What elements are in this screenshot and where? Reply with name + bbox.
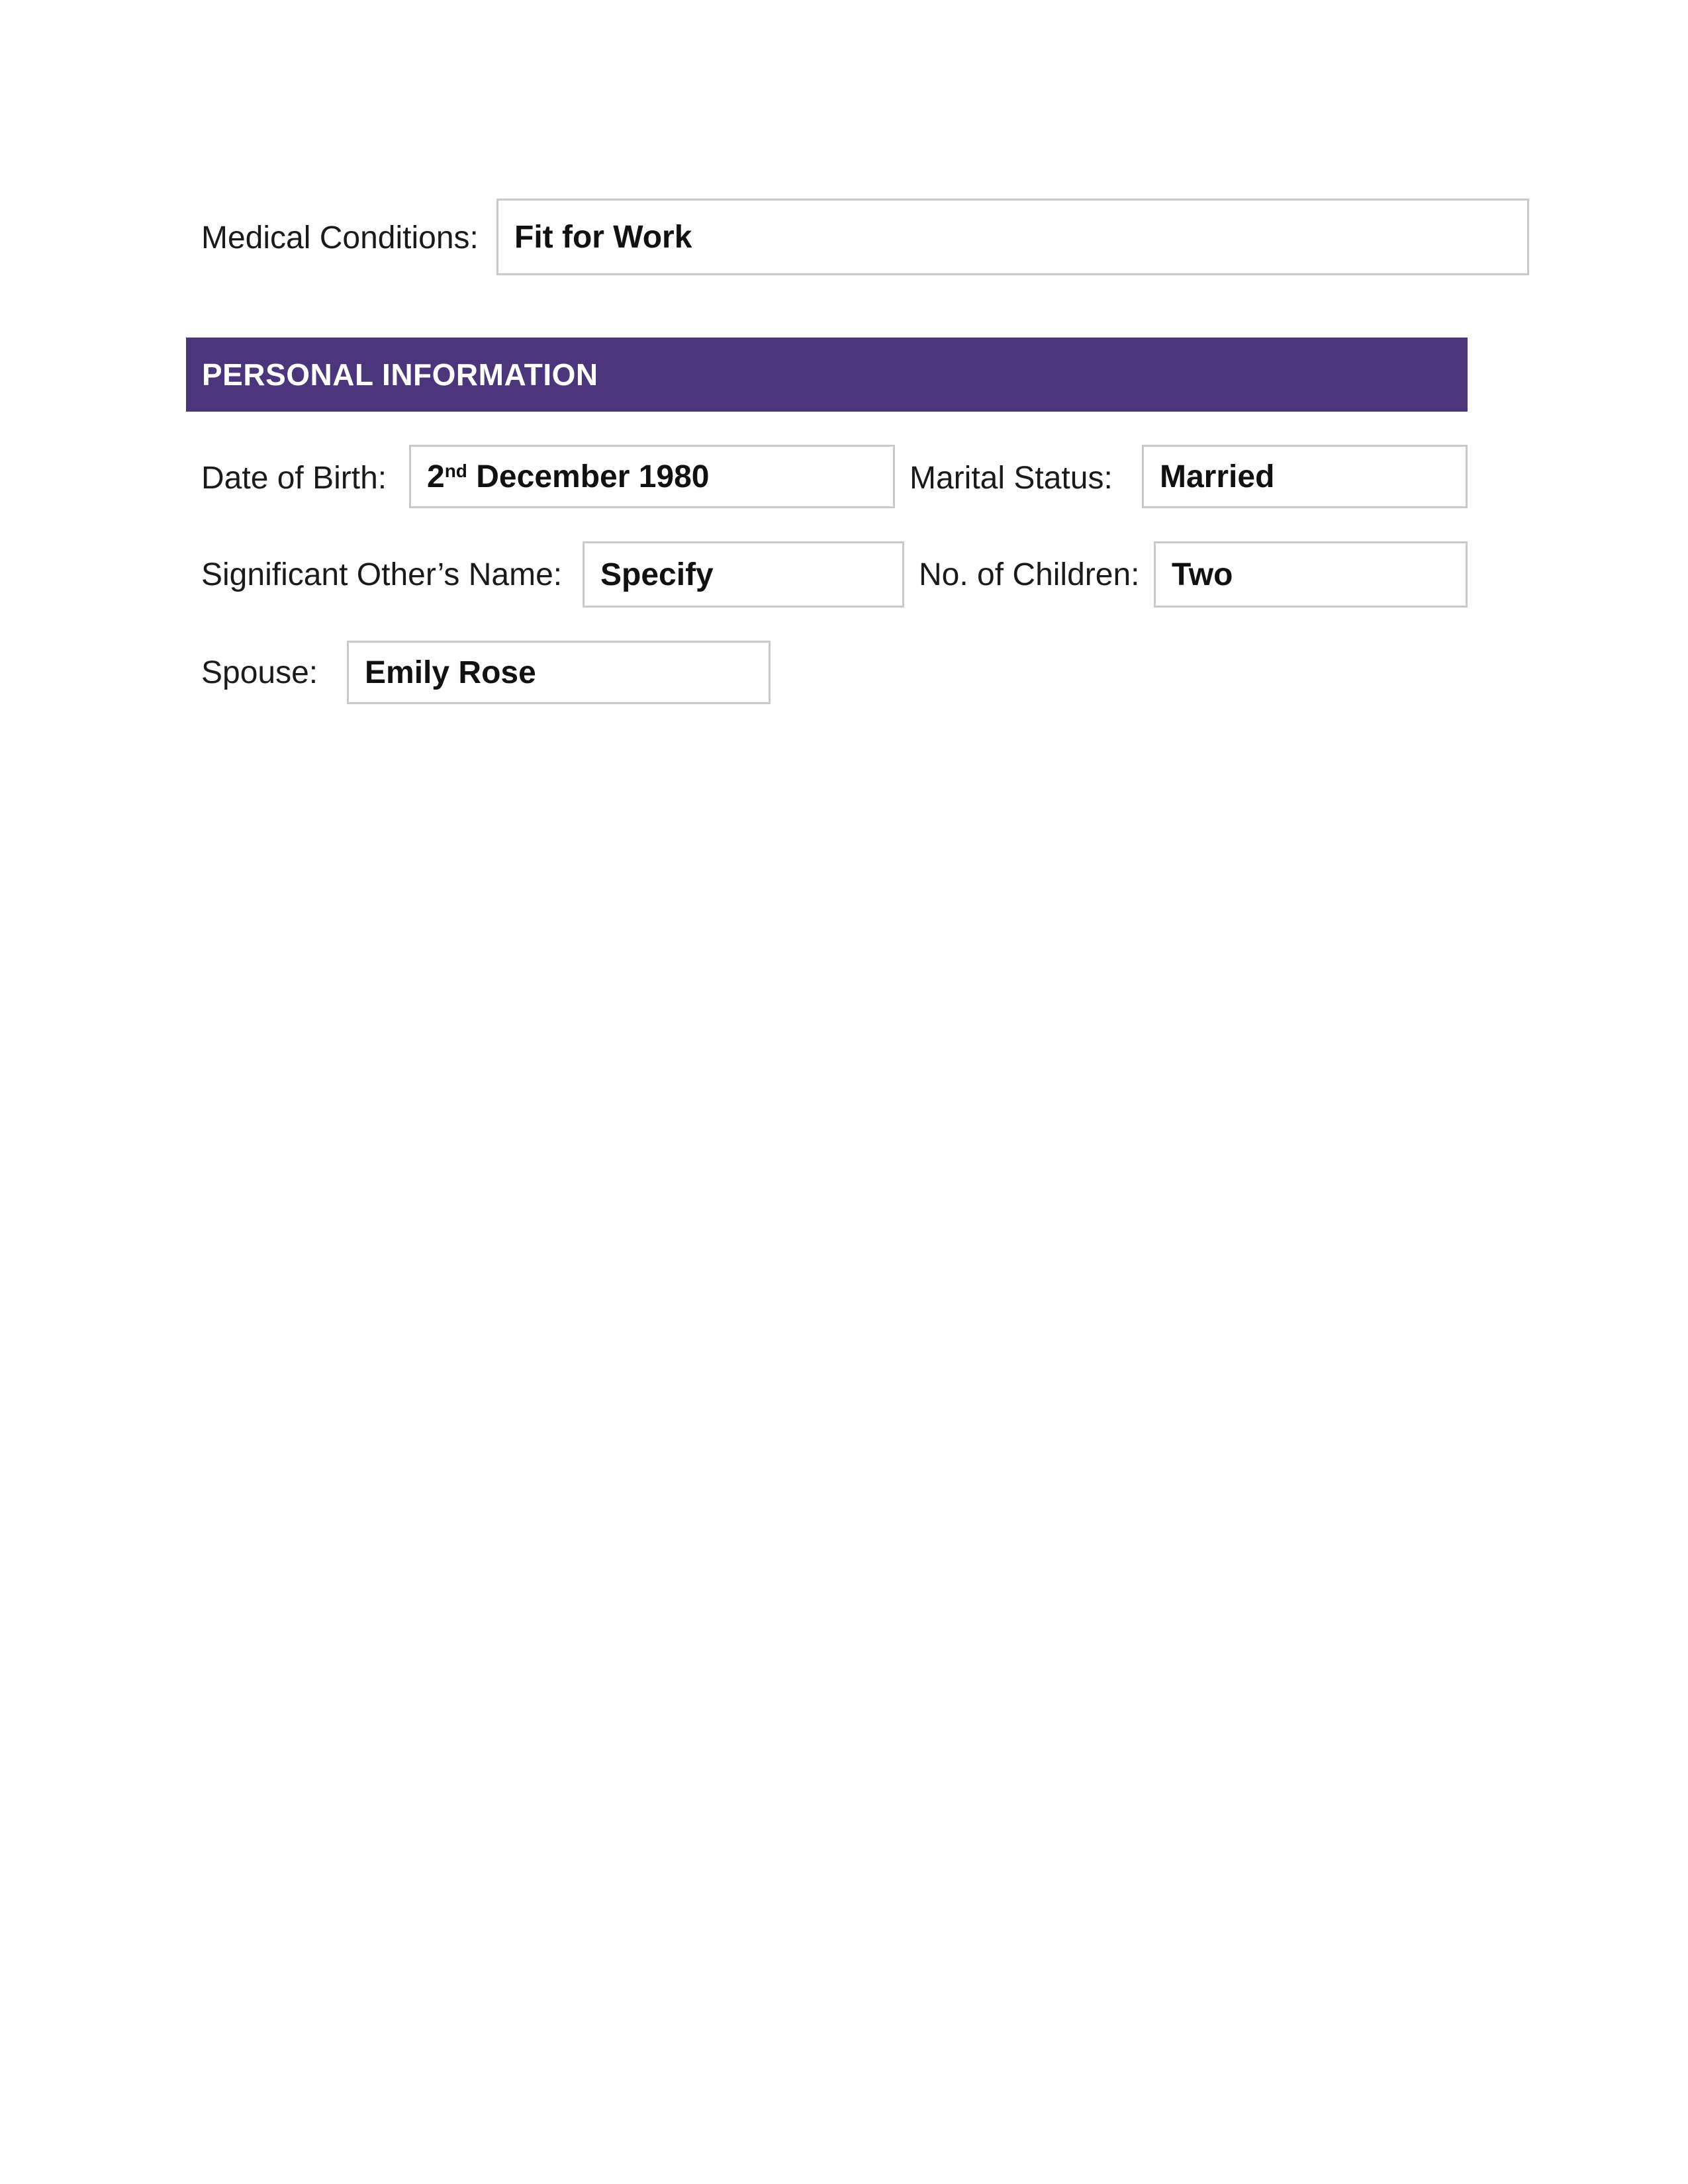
significant-other-label: Significant Other’s Name: bbox=[201, 557, 563, 592]
spouse-value: Emily Rose bbox=[365, 655, 536, 690]
date-of-birth-field[interactable] bbox=[409, 445, 895, 508]
date-of-birth-suffix: nd bbox=[444, 461, 467, 481]
marital-status-field[interactable] bbox=[1142, 445, 1468, 508]
medical-conditions-value: Fit for Work bbox=[514, 219, 692, 255]
medical-conditions-field[interactable] bbox=[496, 199, 1529, 275]
children-count-field[interactable] bbox=[1154, 541, 1468, 608]
personal-information-header bbox=[186, 338, 1468, 412]
significant-other-value: Specify bbox=[600, 557, 714, 592]
marital-status-label: Marital Status: bbox=[910, 461, 1113, 496]
spouse-field[interactable] bbox=[347, 641, 771, 704]
medical-conditions-label: Medical Conditions: bbox=[201, 220, 479, 255]
date-of-birth-day: 2 bbox=[427, 459, 445, 494]
marital-status-value: Married bbox=[1160, 459, 1275, 494]
significant-other-field[interactable] bbox=[583, 541, 904, 608]
spouse-label: Spouse: bbox=[201, 655, 318, 690]
date-of-birth-label: Date of Birth: bbox=[201, 461, 387, 496]
children-count-label: No. of Children: bbox=[919, 557, 1140, 592]
section-title: PERSONAL INFORMATION bbox=[202, 357, 598, 392]
date-of-birth-rest: December 1980 bbox=[467, 459, 710, 494]
children-count-value: Two bbox=[1172, 557, 1233, 592]
